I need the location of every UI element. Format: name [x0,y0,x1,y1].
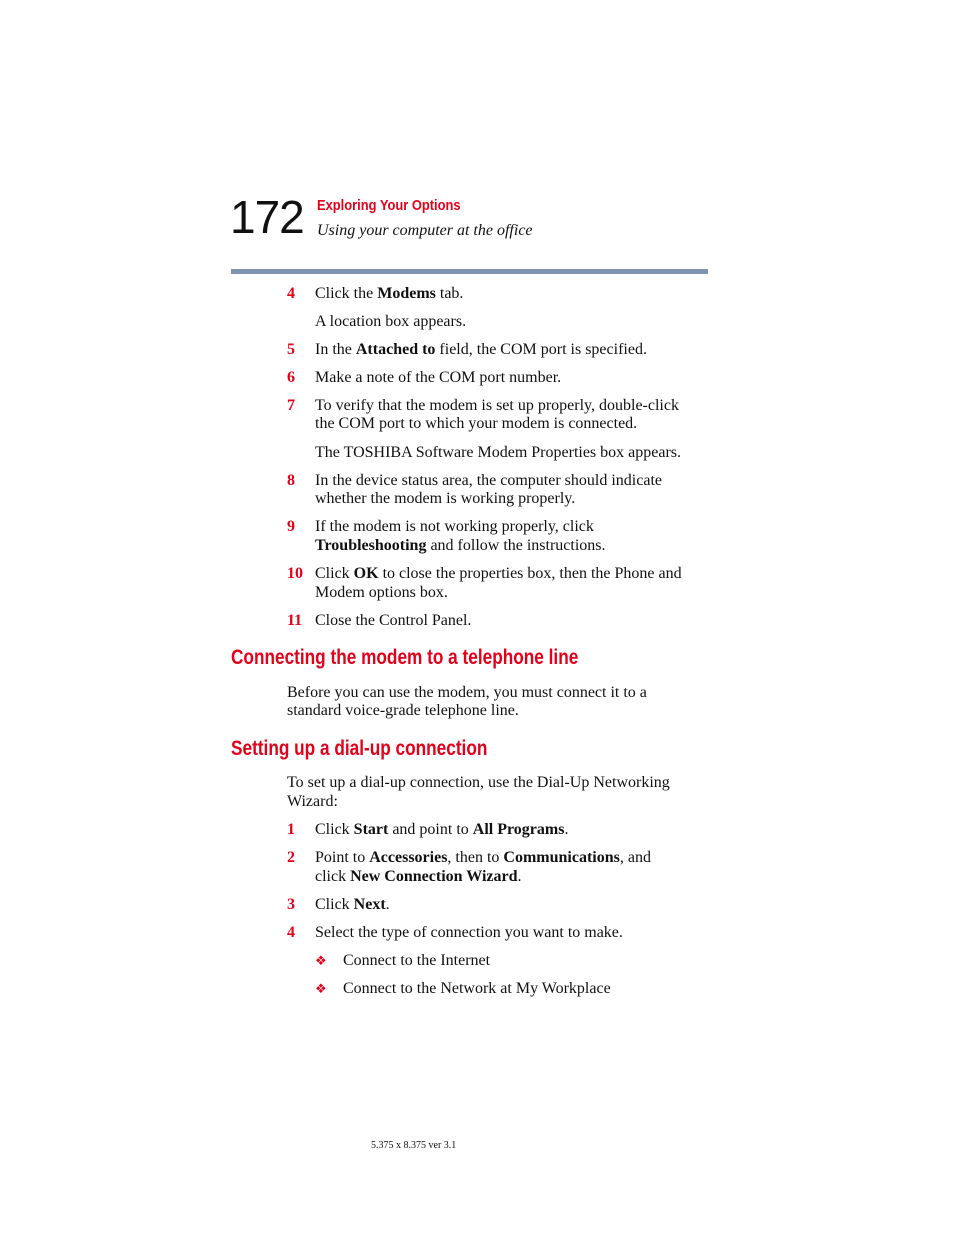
step-text: Click Next. [315,896,390,913]
step-text-line1: If the modem is not working properly, click [315,518,594,535]
section-heading-dial-up: Setting up a dial-up connection [231,737,488,760]
step-text-line2: Modem options box. [315,584,448,601]
step-text-line1: In the device status area, the computer should indicate [315,472,662,489]
step-text: Close the Control Panel. [315,612,472,629]
step-text: In the Attached to field, the COM port is specified. [315,341,647,358]
step-text-line1: To verify that the modem is set up properly, double-click [315,397,679,414]
step-number: 8 [287,472,295,489]
step-number: 4 [287,924,295,941]
bullet-text: Connect to the Network at My Workplace [343,980,611,997]
step-text-line2: Troubleshooting and follow the instructions. [315,537,606,554]
step-number: 9 [287,518,295,535]
section-subtitle: Using your computer at the office [317,222,533,239]
step-text: Make a note of the COM port number. [315,369,562,386]
step-number: 11 [287,612,303,629]
step-text-line2: whether the modem is working properly. [315,490,576,507]
step-number: 6 [287,369,295,386]
chapter-title: Exploring Your Options [317,197,461,214]
step-text: Click Start and point to All Programs. [315,821,569,838]
step-number: 4 [287,285,295,302]
section2-paragraph-line1: To set up a dial-up connection, use the Dial-Up Networking [287,774,670,791]
section1-paragraph-line1: Before you can use the modem, you must connect it to a [287,684,647,701]
bullet-text: Connect to the Internet [343,952,491,969]
page-footer: 5.375 x 8.375 ver 3.1 [371,1140,457,1151]
step-text-line1: Click OK to close the properties box, then the Phone and [315,565,682,582]
section-heading-telephone-line: Connecting the modem to a telephone line [231,646,579,669]
step-number: 5 [287,341,295,358]
diamond-bullet-icon: ❖ [315,953,327,968]
step-number: 3 [287,896,295,913]
step-note: The TOSHIBA Software Modem Properties box appears. [315,444,682,461]
step-text-line2: click New Connection Wizard. [315,868,522,885]
step-note: A location box appears. [315,313,467,330]
step-text: Select the type of connection you want to make. [315,924,623,941]
step-text: Click the Modems tab. [315,285,464,302]
page-number: 172 [230,191,304,243]
header-rule [231,269,708,274]
diamond-bullet-icon: ❖ [315,981,327,996]
step-text-line1: Point to Accessories, then to Communications, and [315,849,651,866]
step-number: 1 [287,821,295,838]
step-number: 2 [287,849,295,866]
section1-paragraph-line2: standard voice-grade telephone line. [287,702,519,719]
step-text-line2: the COM port to which your modem is connected. [315,415,638,432]
section2-paragraph-line2: Wizard: [287,793,338,810]
step-number: 7 [287,397,295,414]
step-number: 10 [287,565,303,582]
